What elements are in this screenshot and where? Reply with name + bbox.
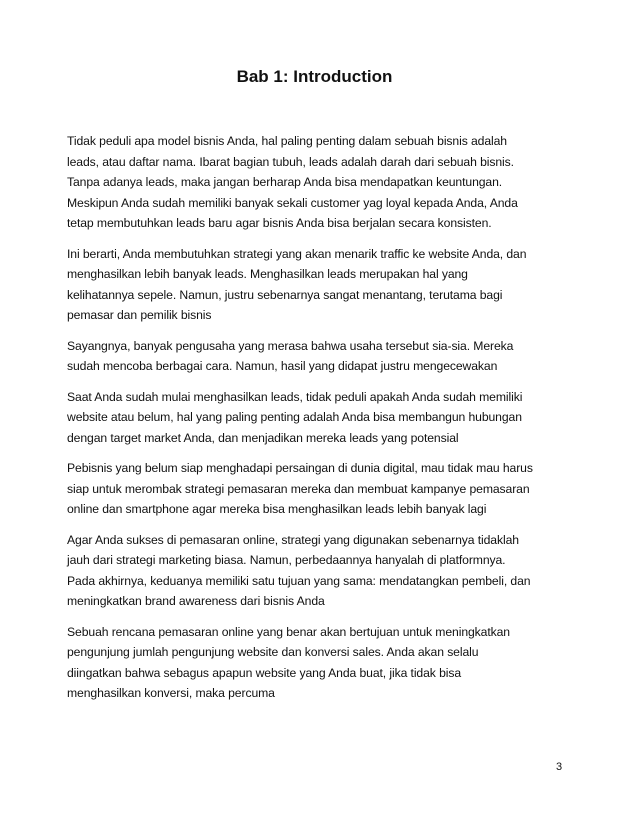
text-line: Pebisnis yang belum siap menghadapi persaingan di dunia digital, mau tidak mau harus [67, 461, 533, 475]
paragraph-2 [67, 244, 572, 326]
text-line: kelihatannya sepele. Namun, justru sebenarnya sangat menantang, terutama bagi [67, 287, 503, 302]
text-line: sudah mencoba berbagai cara. Namun, hasil yang didapat justru mengecewakan [67, 359, 498, 373]
text-line: menghasilkan konversi, maka percuma [67, 686, 275, 700]
text-line: menghasilkan lebih banyak leads. Menghasilkan leads merupakan hal yang [67, 267, 468, 281]
text-line: jauh dari strategi marketing biasa. Namun, perbedaannya hanyalah di platformnya. [67, 553, 506, 567]
text-line: meningkatkan brand awareness dari bisnis Anda [67, 594, 325, 608]
paragraph-1 [67, 131, 572, 234]
text-line: Sebuah rencana pemasaran online yang benar akan bertujuan untuk meningkatkan [67, 624, 510, 639]
page-number: 3 [556, 761, 563, 773]
text-line: online dan smartphone agar mereka bisa menghasilkan leads lebih banyak lagi [67, 502, 487, 516]
text-line: Ini berarti, Anda membutuhkan strategi yang akan menarik traffic ke website Anda, dan [67, 246, 527, 261]
text-line: siap untuk merombak strategi pemasaran mereka dan membuat kampanye pemasaran [67, 481, 530, 496]
paragraph-6 [67, 530, 572, 612]
text-line: Tanpa adanya leads, maka jangan berharap Anda bisa mendapatkan keuntungan. [67, 175, 503, 189]
text-line: website atau belum, hal yang paling penting adalah Anda bisa membangun hubungan [67, 410, 522, 424]
text-line: Saat Anda sudah mulai menghasilkan leads, tidak peduli apakah Anda sudah memiliki [67, 389, 523, 404]
text-line: dengan target market Anda, dan menjadikan mereka leads yang potensial [67, 430, 459, 445]
text-line: Agar Anda sukses di pemasaran online, strategi yang digunakan sebenarnya tidaklah [67, 532, 519, 547]
text-line: Sayangnya, banyak pengusaha yang merasa bahwa usaha tersebut sia-sia. Mereka [67, 338, 514, 353]
chapter-title: Bab 1: Introduction [236, 67, 393, 86]
text-line: leads, atau daftar nama. Ibarat bagian tubuh, leads adalah darah dari sebuah bisnis. [67, 154, 514, 169]
paragraph-4 [67, 387, 572, 449]
text-line: tetap membutuhkan leads baru agar bisnis Anda bisa berjalan secara konsisten. [67, 216, 492, 230]
text-line: Pada akhirnya, keduanya memiliki satu tujuan yang sama: mendatangkan pembeli, dan [67, 573, 531, 588]
text-line: Meskipun Anda sudah memiliki banyak sekali customer yag loyal kepada Anda, Anda [67, 195, 518, 210]
text-line: diingatkan bahwa sebagus apapun website yang Anda buat, jika tidak bisa [67, 665, 462, 680]
text-line: pengunjung jumlah pengunjung website dan konversi sales. Anda akan selalu [67, 645, 479, 659]
paragraph-5 [67, 458, 572, 520]
text-line: pemasar dan pemilik bisnis [67, 308, 212, 322]
text-line: Tidak peduli apa model bisnis Anda, hal paling penting dalam sebuah bisnis adalah [67, 134, 507, 148]
paragraph-7 [67, 622, 572, 704]
document-body [67, 131, 572, 714]
paragraph-3 [67, 336, 572, 377]
